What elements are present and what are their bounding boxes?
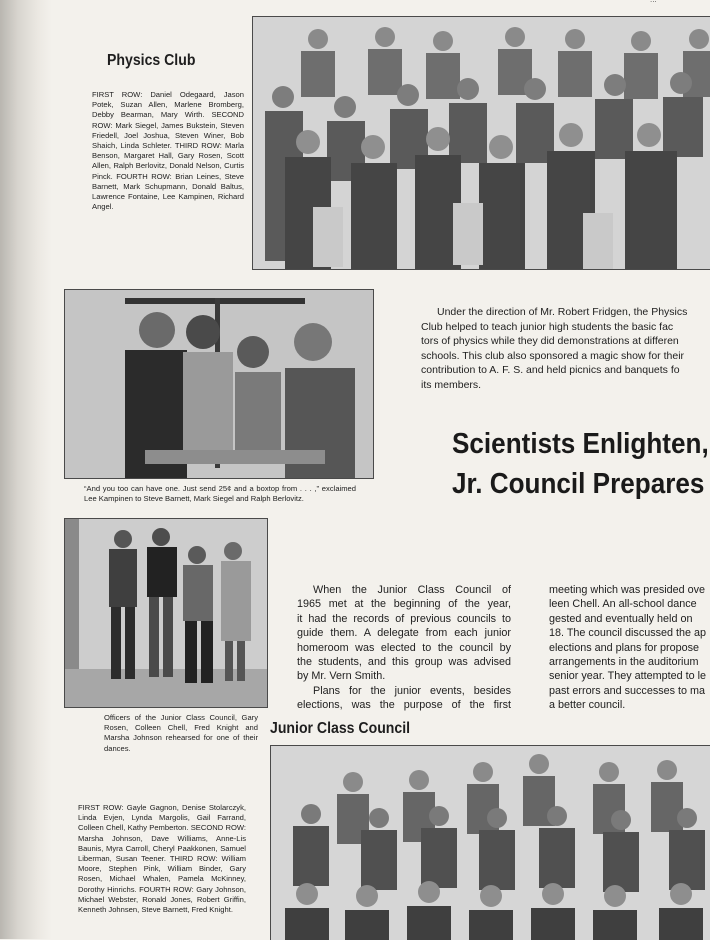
body-line: 1965 met at the beginning of the year, (297, 598, 511, 611)
headline-line-1: Scientists Enlighten, (452, 428, 709, 460)
headline-line-2: Jr. Council Prepares (452, 468, 705, 500)
description-line: contribution to A. F. S. and held picnics and banquets fo (421, 364, 680, 377)
description-line: Under the direction of Mr. Robert Fridgen, the Physics (437, 306, 688, 318)
description-line: tors of physics while they did demonstrations at differen (421, 335, 679, 348)
headline (452, 424, 710, 510)
body-line: a better council. (549, 699, 626, 712)
physics-club-roster: FIRST ROW: Daniel Odegaard, Jason Potek, Suzan Allen, Marlene Bromberg, Debby Bearman, Mary Wirth. SECOND ROW: Mark Siegel, James Bukstein, Steven Friedell, Joel Joshua, Steven Winer, Bob Shaich, Linda Schleter. THIRD ROW: Marla Benson, Margaret Hall, Gary Rosen, Scott Allen, Ralph Berlovitz, Donald Nelson, Curtis Pinck. FOURTH ROW: Brian Leines, Steve Barnett, Mark Schupmann, Donald Baltus, Lawrence Fontaine, Lee Kampinen, Richard Angel. (92, 90, 244, 212)
body-line: gested and eventually held on (549, 612, 693, 625)
lab-photo-caption: “And you too can have one. Just send 25¢ and a boxtop from . . . ,” exclaimed Lee Kampinen to Steve Barnett, Mark Siegel and Ralph Berlovitz. (84, 484, 356, 504)
lab-demonstration-photo (64, 289, 374, 479)
physics-club-description (421, 305, 710, 393)
physics-club-title: Physics Club (107, 52, 196, 69)
body-line: meeting which was presided ove (549, 584, 706, 596)
body-line: guide them. A delegate from each junior (297, 627, 511, 640)
body-line: When the Junior Class Council of (313, 584, 511, 596)
body-line: elections, was the purpose of the first (297, 699, 511, 712)
council-group-figures (271, 746, 710, 940)
body-line: past errors and successes to ma (549, 684, 706, 697)
group-photo-figures (253, 17, 710, 269)
body-line: by Mr. Vern Smith. (297, 670, 386, 683)
body-line: Plans for the junior events, besides (313, 684, 511, 697)
junior-class-council-title: Junior Class Council (270, 720, 411, 737)
council-photo-caption: Officers of the Junior Class Council, Gary Rosen, Colleen Chell, Fred Knight and Marsha Johnson rehearsed for one of their dances. (104, 713, 258, 753)
body-line: it had the records of previous councils to (297, 612, 511, 625)
physics-club-group-photo (252, 16, 710, 270)
council-body-column-2 (549, 583, 710, 713)
council-officers-photo (64, 518, 268, 708)
junior-class-council-roster: FIRST ROW: Gayle Gagnon, Denise Stolarczyk, Linda Evjen, Lynda Margolis, Gail Farrand, Colleen Chell, Kathy Pemberton. SECOND ROW: Marsha Johnson, Dave Williams, Anne-Lis Baunis, Myra Carroll, Cheryl Paakkonen, Samuel Liberman, Susan Teener. THIRD ROW: William Moore, Stephen Pink, William Binder, Gary Rosen, Michael Whalen, Pamela McKinney, Dorothy Hinrichs. FOURTH ROW: Gary Johnson, Michael Webster, Ronald Jones, Robert Griffin, Kenneth Johnsen, Steve Barnett, Fred Knight. (78, 803, 246, 915)
page-binding-shadow (0, 0, 52, 939)
description-line: its members. (421, 378, 482, 391)
description-line: schools. This club also sponsored a magic show for their (421, 349, 685, 362)
description-line: Club helped to teach junior high students the basic fac (421, 320, 674, 333)
body-line: arrangements in the auditorium (549, 656, 699, 669)
body-line: homeroom was elected to the council by (297, 641, 511, 654)
lab-photo-scene (65, 290, 373, 478)
body-line: 18. The council discussed the ap (549, 627, 707, 640)
body-line: leen Chell. An all-school dance (549, 598, 697, 611)
council-photo-scene (65, 519, 267, 707)
council-body-column-1 (297, 583, 511, 713)
body-line: the students, and this group was advised (297, 656, 511, 669)
body-line: elections and plans for propose (549, 641, 700, 654)
body-line: senior year. They attempted to le (549, 670, 707, 683)
junior-class-council-group-photo (270, 745, 710, 940)
page-header-fragment (650, 0, 657, 4)
